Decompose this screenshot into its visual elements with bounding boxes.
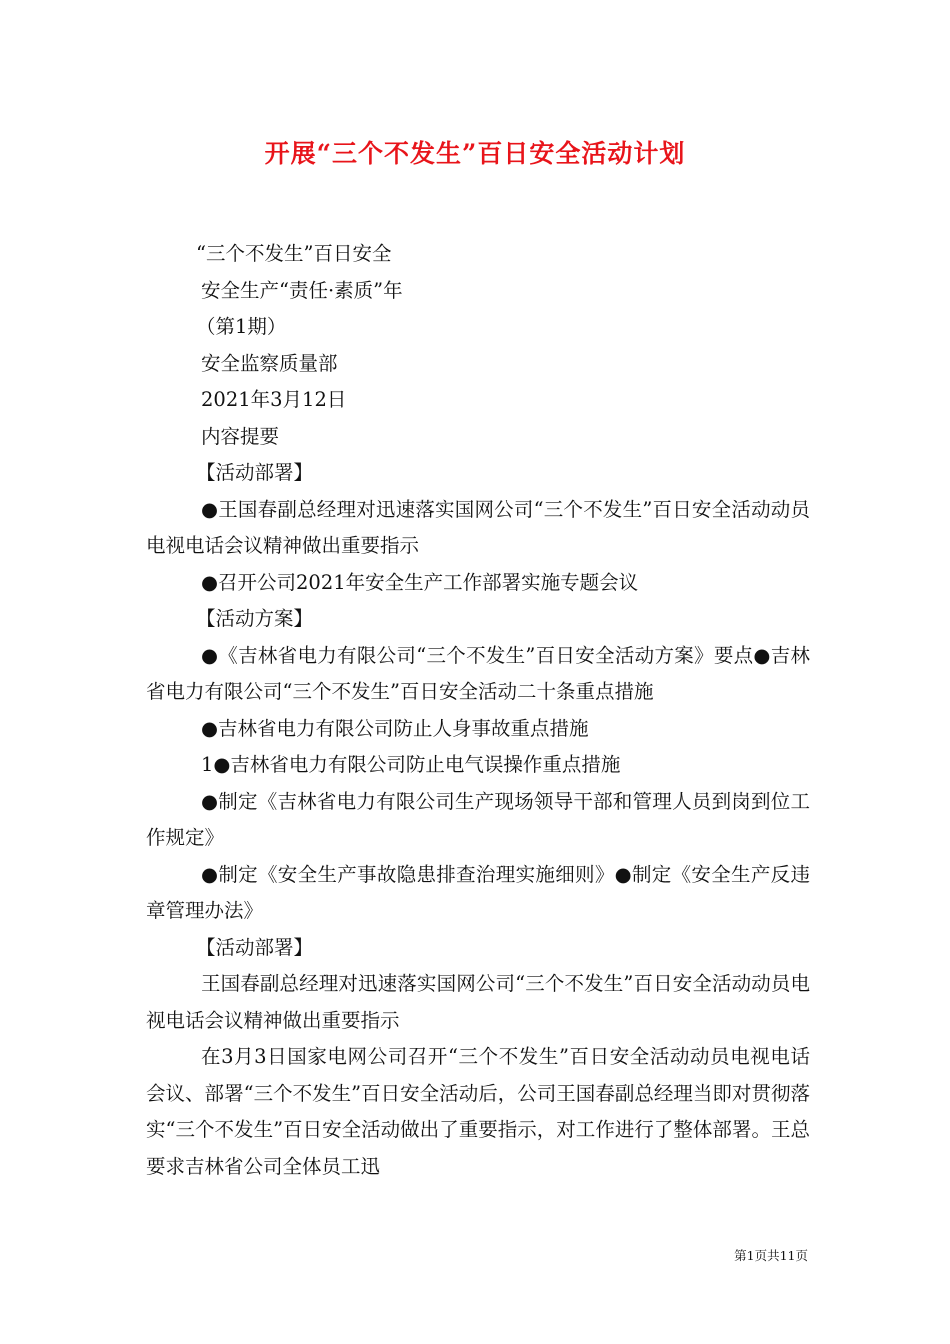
paragraph-bulletin-name: “三个不发生”百日安全	[196, 242, 392, 265]
paragraph-date: 2021年3月12日	[201, 388, 347, 411]
bullet-item: ●《吉林省电力有限公司“三个不发生”百日安全活动方案》要点●吉林省电力有限公司“三个不发生”百日安全活动二十条重点措施	[146, 643, 810, 703]
bullet-item: ●召开公司2021年安全生产工作部署实施专题会议	[201, 570, 639, 594]
section-heading: 【活动部署】	[196, 935, 314, 959]
bullet-item: 1●吉林省电力有限公司防止电气误操作重点措施	[201, 753, 621, 776]
document-title: 开展“三个不发生”百日安全活动计划	[264, 139, 686, 168]
paragraph-summary-heading: 内容提要	[201, 424, 280, 448]
bullet-item: ●王国春副总经理对迅速落实国网公司“三个不发生”百日安全活动动员电视电话会议精神做出重要指示	[146, 497, 810, 557]
bullet-item: ●吉林省电力有限公司防止人身事故重点措施	[201, 716, 589, 740]
paragraph-year-theme: 安全生产“责任·素质”年	[201, 278, 403, 302]
document-body	[146, 236, 810, 1185]
bullet-item: ●制定《安全生产事故隐患排查治理实施细则》●制定《安全生产反违章管理办法》	[146, 862, 810, 922]
section-heading: 【活动方案】	[196, 607, 314, 630]
bullet-item: ●制定《吉林省电力有限公司生产现场领导干部和管理人员到岗到位工作规定》	[146, 789, 810, 849]
page-footer: 第1页共11页	[734, 1248, 808, 1263]
paragraph-heading-text: 王国春副总经理对迅速落实国网公司“三个不发生”百日安全活动动员电视电话会议精神做出重要指示	[146, 972, 810, 1032]
section-heading: 【活动部署】	[196, 461, 314, 484]
paragraph-department: 安全监察质量部	[201, 351, 338, 375]
paragraph-body-text: 在3月3日国家电网公司召开“三个不发生”百日安全活动动员电视电话会议、部署“三个不发生”百日安全活动后，公司王国春副总经理当即对贯彻落实“三个不发生”百日安全活动做出了重要指示，对工作进行了整体部署。王总要求吉林省公司全体员工迅	[146, 1045, 810, 1178]
paragraph-issue-number: （第1期）	[196, 315, 287, 338]
